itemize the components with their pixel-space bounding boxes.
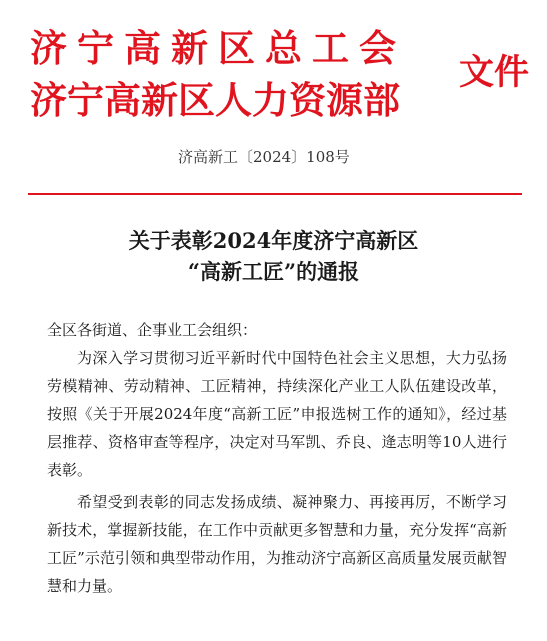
document-title-line-2: “高新工匠”的通报 — [187, 259, 360, 284]
document-number: 济高新工〔2024〕108号 — [178, 148, 350, 166]
body-paragraph: 为深入学习贯彻习近平新时代中国特色社会主义思想，大力弘扬劳模精神、劳动精神、工匠精神，持续深化产业工人队伍建设改革，按照《关于开展2024年度“高新工匠”申报选树工作的通知》，经过基层推荐、资格审查等程序，决定对马军凯、乔良、逄志明等10人进行表彰。 — [47, 349, 507, 479]
red-separator-line — [28, 193, 522, 195]
issuer-line-1: 济宁高新区总工会 — [30, 27, 406, 70]
salutation: 全区各街道、企事业工会组织： — [47, 321, 258, 339]
document-title-line-1: 关于表彰2024年度济宁高新区 — [128, 228, 419, 253]
body-paragraph: 希望受到表彰的同志发扬成绩、凝神聚力、再接再厉，不断学习新技术，掌握新技能，在工作中贡献更多智慧和力量，充分发挥“高新工匠”示范引领和典型带动作用，为推动济宁高新区高质量发展贡献智慧和力量。 — [47, 493, 507, 595]
document-kind-label: 文件 — [459, 53, 530, 93]
issuer-line-2: 济宁高新区人力资源部 — [30, 79, 400, 122]
document-body — [47, 316, 507, 600]
